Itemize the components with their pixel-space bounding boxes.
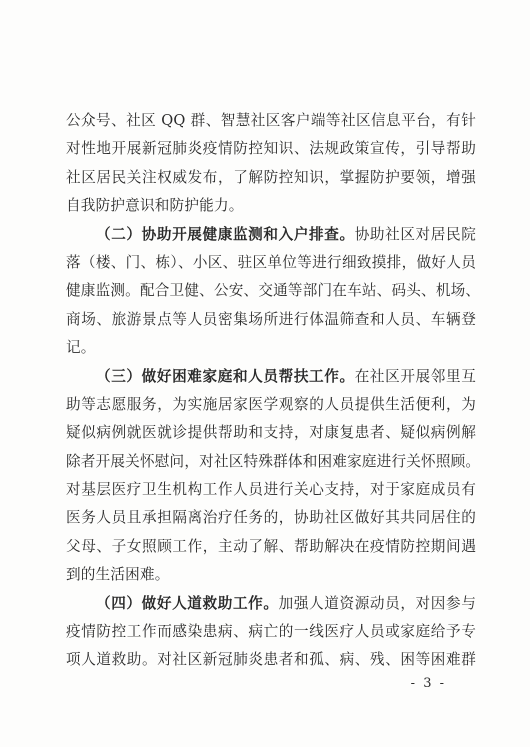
line-text: 项人道救助。对社区新冠肺炎患者和孤、病、残、困等困难群 [66,651,476,669]
text-line [66,646,476,674]
text-line [66,164,476,192]
text-line [66,107,476,135]
line-text: 自我防护意识和防护能力。 [66,197,244,215]
text-line [66,618,476,646]
text-line [66,476,476,504]
text-line [66,363,476,391]
text-line [66,306,476,334]
text-line [66,192,476,220]
line-text: 疑似病例就医就诊提供帮助和支持，对康复患者、疑似病例解 [66,424,476,442]
text-line [66,135,476,163]
line-text: 父母、子女照顾工作，主动了解、帮助解决在疫情防控期间遇 [66,537,476,555]
line-text: 除者开展关怀慰问，对社区特殊群体和困难家庭进行关怀照顾。 [66,452,481,470]
text-line [66,221,476,249]
body-text [66,107,481,675]
line-text: 商场、旅游景点等人员密集场所进行体温筛查和人员、车辆登 [66,310,476,328]
section-heading: （三）做好困难家庭和人员帮扶工作。 [96,367,355,385]
line-text: 记。 [66,339,96,357]
line-text: 在社区开展邻里互 [354,367,476,385]
line-text: 社区居民关注权威发布，了解防控知识，掌握防护要领，增强 [66,168,476,186]
text-line [66,590,476,618]
line-text: 公众号、社区 QQ 群、智慧社区客户端等社区信息平台，有针 [66,112,476,129]
line-text: 对基层医疗卫生机构工作人员进行关心支持，对于家庭成员有 [66,481,476,499]
paragraph [66,221,481,363]
line-text: 健康监测。配合卫健、公安、交通等部门在车站、码头、机场、 [66,282,481,300]
line-text: 协助社区对居民院 [354,225,476,243]
paragraph [66,590,476,675]
line-text: 对性地开展新冠肺炎疫情防控知识、法规政策宣传，引导帮助 [66,140,476,158]
paragraph [66,363,481,590]
text-line [66,249,476,277]
text-line [66,448,481,476]
text-line [66,419,476,447]
paragraph [66,107,476,221]
line-text: 助等志愿服务，为实施居家医学观察的人员提供生活便利，为 [66,395,476,413]
line-text: 加强人道资源动员，对因参与 [278,594,476,612]
text-line [66,504,476,532]
text-line [66,277,481,305]
section-heading: （四）做好人道救助工作。 [96,594,279,612]
text-line [66,561,476,589]
page-number: - 3 - [410,676,446,691]
line-text: 医务人员且承担隔离治疗任务的，协助社区做好其共同居住的 [66,509,476,527]
line-text: 疫情防控工作而感染患病、病亡的一线医疗人员或家庭给予专 [66,623,476,641]
text-line [66,533,476,561]
section-heading: （二）协助开展健康监测和入户排查。 [96,225,355,243]
text-line [66,391,476,419]
line-text: 落（楼、门、栋）、小区、驻区单位等进行细致摸排，做好人员 [66,253,476,271]
text-line [66,334,476,362]
line-text: 到的生活困难。 [66,566,170,584]
